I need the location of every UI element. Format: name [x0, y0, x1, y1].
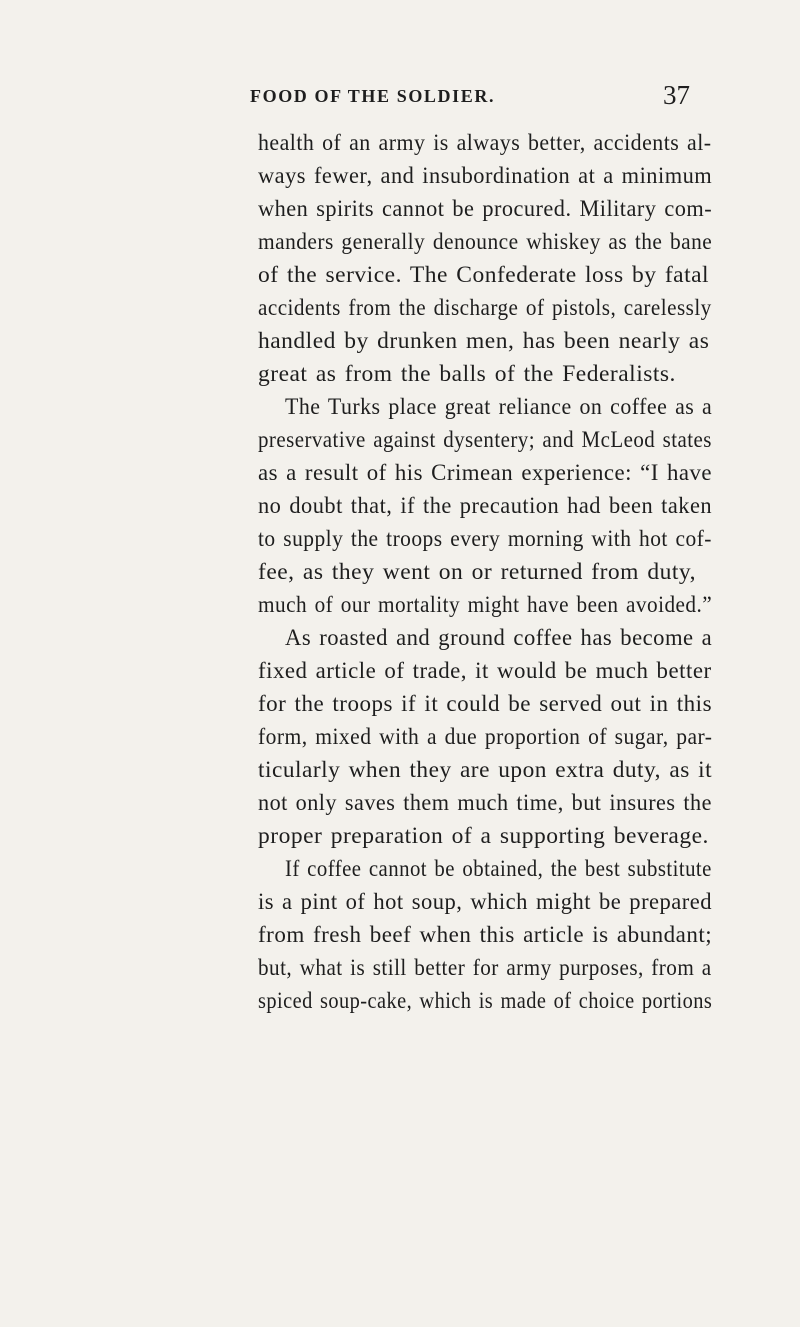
text-line: accidents from the discharge of pistols, carelessly	[258, 295, 712, 321]
text-line: but, what is still better for army purposes, from a	[258, 955, 712, 981]
text-line: proper preparation of a supporting beverage.	[258, 823, 709, 849]
running-title: FOOD OF THE SOLDIER.	[250, 86, 496, 106]
text-line: fee, as they went on or returned from duty,	[258, 559, 696, 585]
text-line: fixed article of trade, it would be much better	[258, 658, 712, 684]
text-line: from fresh beef when this article is abundant;	[258, 922, 713, 948]
text-line: is a pint of hot soup, which might be prepared	[258, 889, 713, 915]
text-line: as a result of his Crimean experience: “I have	[258, 460, 713, 486]
text-line: spiced soup-cake, which is made of choice portions	[258, 988, 713, 1014]
text-line: when spirits cannot be procured. Military com-	[258, 196, 713, 222]
text-line: not only saves them much time, but insures the	[258, 790, 712, 816]
text-line: preservative against dysentery; and McLeod states	[258, 427, 712, 453]
text-line: form, mixed with a due proportion of sugar, par-	[258, 724, 713, 750]
text-line: to supply the troops every morning with hot cof-	[258, 526, 712, 552]
text-line: health of an army is always better, accidents al-	[258, 130, 712, 156]
text-line: much of our mortality might have been avoided.”	[258, 592, 713, 618]
text-line: ways fewer, and insubordination at a minimum	[258, 163, 713, 189]
text-line: If coffee cannot be obtained, the best substitute	[285, 856, 712, 882]
text-line: manders generally denounce whiskey as the bane	[258, 229, 713, 255]
text-line: no doubt that, if the precaution had been taken	[258, 493, 713, 519]
text-line: of the service. The Confederate loss by fatal	[258, 262, 710, 288]
text-line: great as from the balls of the Federalists.	[258, 361, 676, 387]
text-line: As roasted and ground coffee has become a	[285, 625, 713, 651]
running-head	[0, 80, 800, 110]
text-line: ticularly when they are upon extra duty, as it	[258, 757, 713, 783]
page-number: 37	[663, 80, 690, 110]
text-line: handled by drunken men, has been nearly as	[258, 328, 710, 354]
text-line: The Turks place great reliance on coffee as a	[285, 394, 713, 420]
text-line: for the troops if it could be served out in this	[258, 691, 713, 717]
